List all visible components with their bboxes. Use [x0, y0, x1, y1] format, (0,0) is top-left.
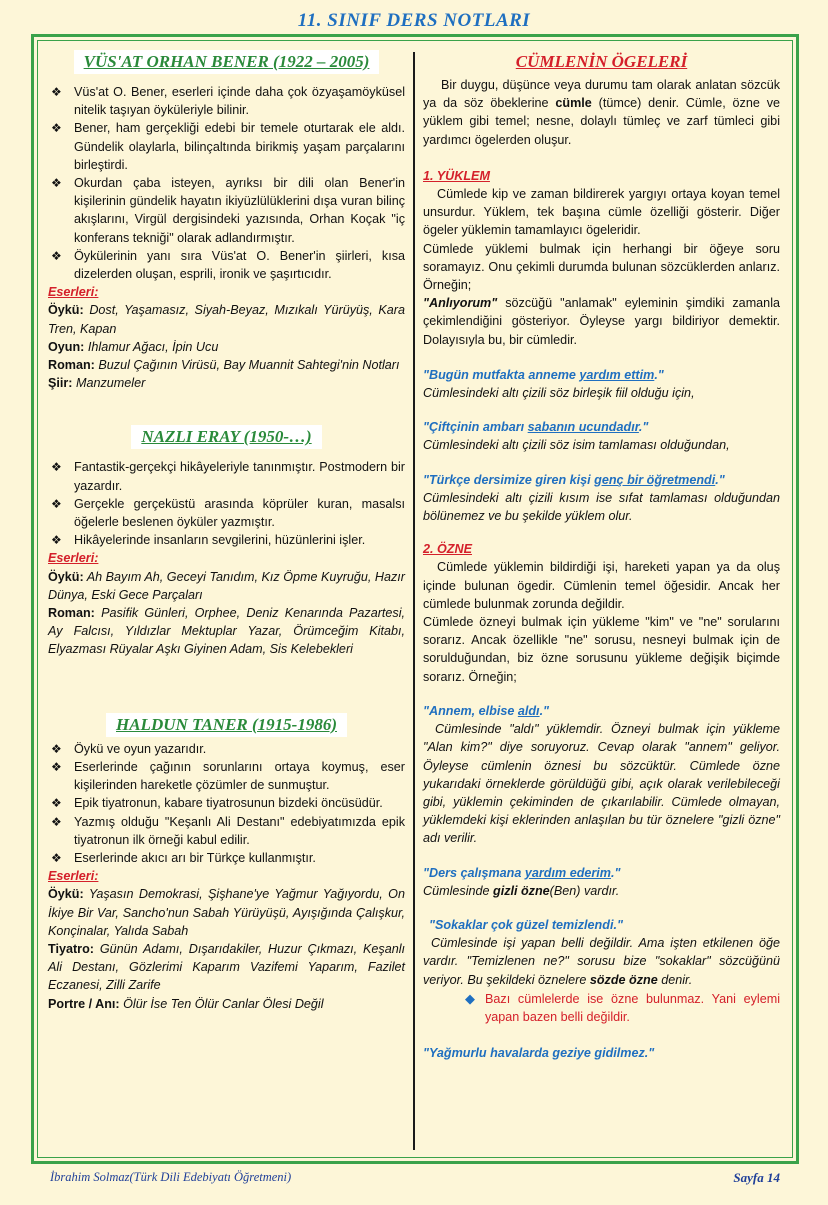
list-item: ❖ Öykülerinin yanı sıra Vüs'at O. Bener'in şiirleri, kısa dizelerden oluşan, esprili, ironik ve şaşırtıcıdır. [51, 248, 405, 282]
works-item: Portre / Anı: Ölür İse Ten Ölür Canlar Ölesi Değil [48, 996, 324, 1011]
note-callout [423, 990, 780, 1026]
footer-author: İbrahim Solmaz(Türk Dili Edebiyatı Öğretmeni) [50, 1170, 292, 1184]
section-title-cumle: CÜMLENİN ÖGELERİ [515, 52, 688, 71]
diamond-icon: ◆ [465, 990, 475, 1006]
eray-bullets [48, 458, 405, 549]
works-label: Eserleri: [48, 551, 99, 566]
bullet-icon: ❖ [51, 176, 62, 191]
bullet-icon: ❖ [51, 759, 62, 774]
example-sentence: "Ders çalışmana yardım ederim." [423, 865, 621, 880]
yuklem-paragraph: Cümlede yüklemi bulmak için herhangi bir öğeye soru soramayız. Onu çekimli durumda bulunan sözcüklerden anlarız. Örneğin; [423, 241, 780, 293]
works-item: Şiir: Manzumeler [48, 376, 146, 391]
ozne-paragraph: Cümlede özneyi bulmak için yükleme "kim" ve "ne" sorularını sorarız. Ancak özellikle "ne" sorusu, nesneyi bulmak için de sorulduğundan, biz özne sorusunu yükleme değişik biçimde sorarız. Örneğin; [423, 615, 780, 684]
list-item: ❖ Eserlerinde akıcı arı bir Türkçe kullanmıştır. [48, 849, 405, 867]
list-item: ❖ Hikâyelerinde insanların sevgilerini, hüzünlerini işler. [48, 531, 405, 549]
ozne-paragraph: Cümlede yüklemin bildirdiği işi, hareketi yapan ya da oluş içinde bulunan ögedir. Cümlenin temel öğesidir. Ancak her cümlede bulunmak zorunda değildir. [423, 560, 780, 611]
example-sentence: "Yağmurlu havalarda geziye gidilmez." [423, 1046, 655, 1061]
works-label: Eserleri: [48, 285, 99, 300]
bullet-icon: ❖ [51, 121, 62, 136]
bullet-icon: ❖ [51, 741, 62, 756]
bullet-icon: ❖ [51, 814, 62, 829]
list-item: ❖ Epik tiyatronun, kabare tiyatrosunun bizdeki öncüsüdür. [48, 794, 405, 812]
list-item: ❖ Yazmış olduğu "Keşanlı Ali Destanı" edebiyatımızda epik tiyatronun ilk örneği kabul edilir. [51, 814, 405, 847]
example-note: Cümlesinde "aldı" yüklemdir. Özneyi bulmak için yükleme "Alan kim?" diye soruyoruz. Cevap olarak "annem" geliyor. Öyleyse cümlenin öznesi bu sözcüktür. Cümlede özne yukarıdaki örneklerde görüldüğü gibi, açık olarak verilebileceği gibi, yüklemin çekiminden de çıkarılabilir. Cümlede olmayan, yüklemdeki kişi eklerinden anlaşılan bu tür öznelere "gizli özne" adı verilir. [423, 722, 780, 846]
intro-paragraph: Bir duygu, düşünce veya durumu tam olarak anlatan sözcük ya da söz öbeklerine cümle (tümce) denir. Cümle, özne ve yüklem gibi temel; nesne, dolaylı tümleç ve zarf tümleci gibi yardımcı ögelerden oluşur. [423, 78, 780, 147]
footer-page-number: Sayfa 14 [733, 1170, 780, 1185]
bullet-icon: ❖ [51, 496, 62, 511]
example-note: Cümlesindeki altı çizili söz birleşik fiil olduğu için, [423, 386, 695, 401]
yuklem-paragraph: Cümlede kip ve zaman bildirerek yargıyı ortaya koyan temel unsurdur. Yüklem, tek başına cümle özelliği gösterir. Diğer ögeler yüklemin tamamlayıcı ögeleridir. [423, 187, 780, 238]
bener-bullets [48, 83, 405, 283]
bullet-icon: ❖ [51, 85, 62, 99]
bullet-icon: ❖ [51, 248, 62, 263]
note-text: Bazı cümlelerde ise özne bulunmaz. Yani eylemi yapan bazen belli değildir. [485, 991, 780, 1024]
example-sentence: "Bugün mutfakta anneme yardım ettim." [423, 367, 664, 382]
example-sentence: "Çiftçinin ambarı sabanın ucundadır." [423, 420, 649, 435]
works-item: Öykü: Ah Bayım Ah, Geceyi Tanıdım, Kız Öpme Kuyruğu, Hazır Dünya, Eski Gece Parçaları [48, 569, 405, 602]
anliyorum-paragraph: "Anlıyorum" sözcüğü "anlamak" eyleminin şimdiki zamanla çekimlendiğini gösteriyor. Öyleyse yargı bildiriyor demektir. Dolayısıyla bu, bir cümledir. [423, 296, 780, 347]
section-title-bener: VÜS'AT ORHAN BENER (1922 – 2005) [74, 50, 380, 74]
works-item: Roman: Buzul Çağının Virüsü, Bay Muannit Sahtegi'nin Notları [48, 358, 400, 373]
example-note: Cümlesinde gizli özne(Ben) vardır. [423, 883, 620, 898]
works-item: Oyun: Ihlamur Ağacı, İpin Ucu [48, 339, 219, 354]
subheading-ozne: 2. ÖZNE [423, 542, 472, 557]
works-item: Tiyatro: Günün Adamı, Dışarıdakiler, Huzur Çıkmazı, Keşanlı Ali Destanı, Gözlerimi Kaparım Vazifemi Yaparım, Fazilet Eczanesi, Zilli Zarife [48, 941, 405, 993]
bullet-icon: ❖ [51, 533, 62, 548]
example-note: Cümlesindeki altı çizili kısım ise sıfat tamlaması olduğundan bölünemez ve bu şekilde yüklem olur. [423, 490, 780, 524]
example-sentence: "Sokaklar çok güzel temizlendi." [429, 917, 623, 932]
column-divider [413, 52, 415, 1150]
bullet-icon: ❖ [51, 460, 62, 475]
works-item: Öykü: Yaşasın Demokrasi, Şişhane'ye Yağmur Yağıyordu, On İkiye Bir Var, Sancho'nun Sabah Yürüyüşü, Ayışığında Çalışkur, Konçinalar, Yalıda Sabah [48, 887, 405, 938]
works-label: Eserleri: [48, 869, 99, 884]
example-note: Cümlesinde işi yapan belli değildir. Ama işten etkilenen öğe vardır. "Temizlenen ne?" sorusu bize "sokaklar" sözcüğünü veriyor. Bu şekildeki öznelere sözde özne denir. [423, 936, 780, 987]
subheading-yuklem: 1. YÜKLEM [423, 168, 490, 183]
example-sentence: "Annem, elbise aldı." [423, 703, 550, 718]
list-item: ❖ Okurdan çaba isteyen, ayrıksı bir dili olan Bener'in kişilerinin gündelik hayatın ikiyüzlülüklerini dışa vuran bilinç akışlarını, Virgül dergisindeki yazısında, Orhan Koçak "iç konferans tekniği" olarak adlandırmıştır. [51, 176, 405, 245]
left-column [48, 50, 405, 1013]
list-item: ❖ Fantastik-gerçekçi hikâyeleriyle tanınmıştır. Postmodern bir yazardır. [51, 460, 405, 493]
works-item: Roman: Pasifik Günleri, Orphee, Deniz Kenarında Pazartesi, Ay Falcısı, Yıldızlar Mektuplar Yazar, Örümceğim Kitabı, Elyazması Rüyalar Aşkı Giyinen Adam, Sis Kelebekleri [48, 606, 406, 657]
list-item: ❖ Gerçekle gerçeküstü arasında köprüler kuran, masalsı öğelerle beslenen öyküler yazmıştır. [51, 496, 405, 530]
taner-bullets [48, 740, 405, 867]
example-note: Cümlesindeki altı çizili söz isim tamlaması olduğundan, [423, 438, 730, 453]
works-item: Öykü: Dost, Yaşamasız, Siyah-Beyaz, Mızıkalı Yürüyüş, Kara Tren, Kapan [48, 303, 406, 336]
right-column [423, 50, 780, 1062]
section-title-eray: NAZLI ERAY (1950-…) [131, 425, 321, 449]
list-item: ❖ Vüs'at O. Bener, eserleri içinde daha çok özyaşamöyküsel nitelik taşıyan öyküleriyle bilinir. [51, 85, 405, 118]
list-item: ❖ Öykü ve oyun yazarıdır. [48, 740, 405, 758]
example-sentence: "Türkçe dersimize giren kişi genç bir öğretmendi." [423, 472, 725, 487]
list-item: ❖ Bener, ham gerçekliği edebi bir temele oturtarak ele aldı. Gündelik olaylarla, bilinçaltında birikmiş yaşam parçalarını birleştirdi. [51, 121, 405, 172]
section-title-taner: HALDUN TANER (1915-1986) [106, 713, 347, 737]
bullet-icon: ❖ [51, 850, 62, 865]
page-title: 11. SINIF DERS NOTLARI [297, 10, 531, 31]
list-item: ❖ Eserlerinde çağının sorunlarını ortaya koymuş, eser kişilerinden hareketle çözümler de sunmuştur. [51, 759, 405, 793]
bullet-icon: ❖ [51, 796, 62, 811]
